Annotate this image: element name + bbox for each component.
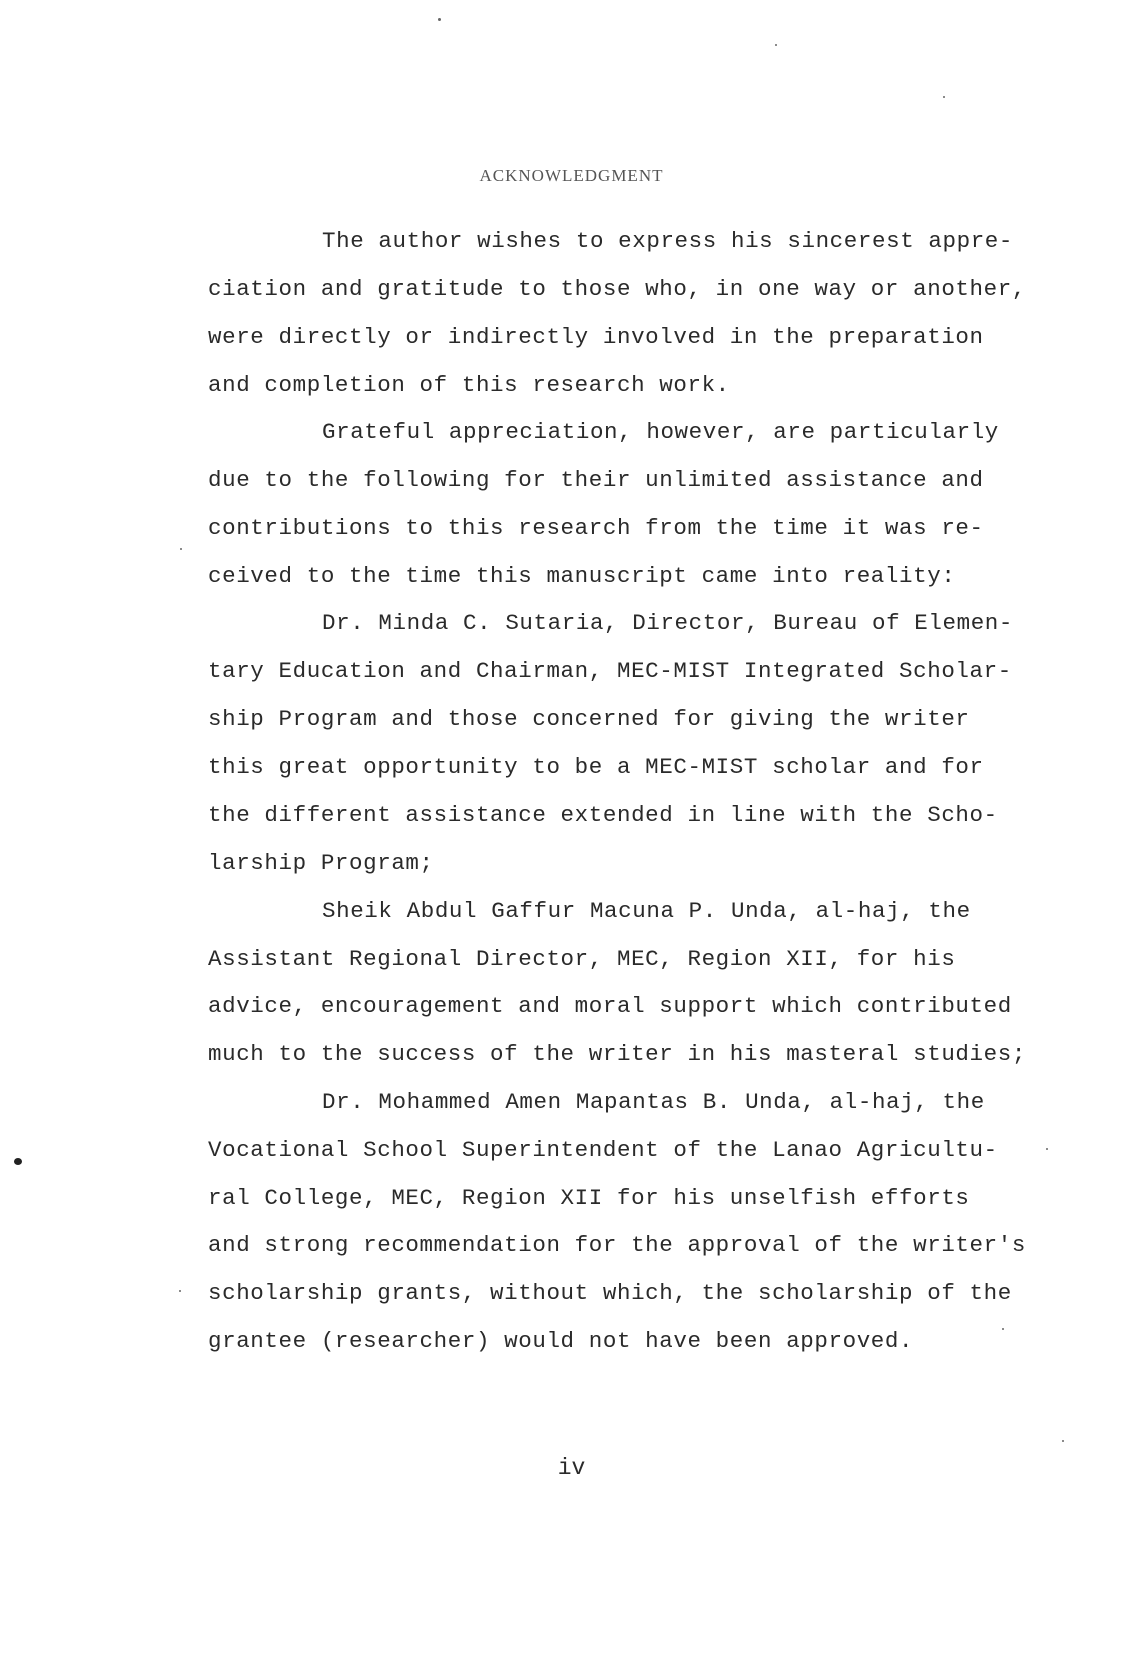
text-line: the different assistance extended in line with the Scho- <box>208 802 998 828</box>
text-line: and strong recommendation for the approval of the writer's <box>208 1232 1026 1258</box>
text-line: and completion of this research work. <box>208 372 730 398</box>
text-line: Dr. Minda C. Sutaria, Director, Bureau of Elemen- <box>322 610 1014 636</box>
text-line: ceived to the time this manuscript came into reality: <box>208 563 956 589</box>
text-line: much to the success of the writer in his masteral studies; <box>208 1041 1026 1067</box>
page-number: iv <box>557 1455 586 1481</box>
text-line: advice, encouragement and moral support which contributed <box>208 993 1012 1019</box>
page-heading: ACKNOWLEDGMENT <box>479 166 664 185</box>
text-line: The author wishes to express his sincerest appre- <box>322 228 1014 254</box>
scan-speck <box>1062 1440 1064 1442</box>
text-line: Sheik Abdul Gaffur Macuna P. Unda, al-haj, the <box>322 898 971 924</box>
text-line: scholarship grants, without which, the scholarship of the <box>208 1280 1012 1306</box>
text-line: due to the following for their unlimited assistance and <box>208 467 984 493</box>
text-line: ral College, MEC, Region XII for his unselfish efforts <box>208 1185 970 1211</box>
scan-speck <box>1046 1148 1048 1150</box>
scan-speck <box>943 96 945 98</box>
text-line: Vocational School Superintendent of the Lanao Agricultu- <box>208 1137 998 1163</box>
text-line: contributions to this research from the time it was re- <box>208 515 984 541</box>
scan-speck <box>180 548 182 550</box>
scan-speck <box>1002 1328 1004 1330</box>
text-line: grantee (researcher) would not have been approved. <box>208 1328 914 1354</box>
text-line: larship Program; <box>208 850 434 876</box>
text-line: were directly or indirectly involved in the preparation <box>208 324 984 350</box>
scan-speck <box>14 1158 22 1165</box>
text-line: this great opportunity to be a MEC-MIST scholar and for <box>208 754 984 780</box>
text-line: Grateful appreciation, however, are particularly <box>322 419 999 445</box>
text-line: tary Education and Chairman, MEC-MIST Integrated Scholar- <box>208 658 1012 684</box>
scan-speck <box>179 1290 181 1292</box>
scan-speck <box>438 18 441 21</box>
text-line: Dr. Mohammed Amen Mapantas B. Unda, al-haj, the <box>322 1089 985 1115</box>
text-line: Assistant Regional Director, MEC, Region XII, for his <box>208 946 956 972</box>
text-line: ship Program and those concerned for giving the writer <box>208 706 970 732</box>
scan-speck <box>775 44 777 46</box>
text-line: ciation and gratitude to those who, in one way or another, <box>208 276 1026 302</box>
